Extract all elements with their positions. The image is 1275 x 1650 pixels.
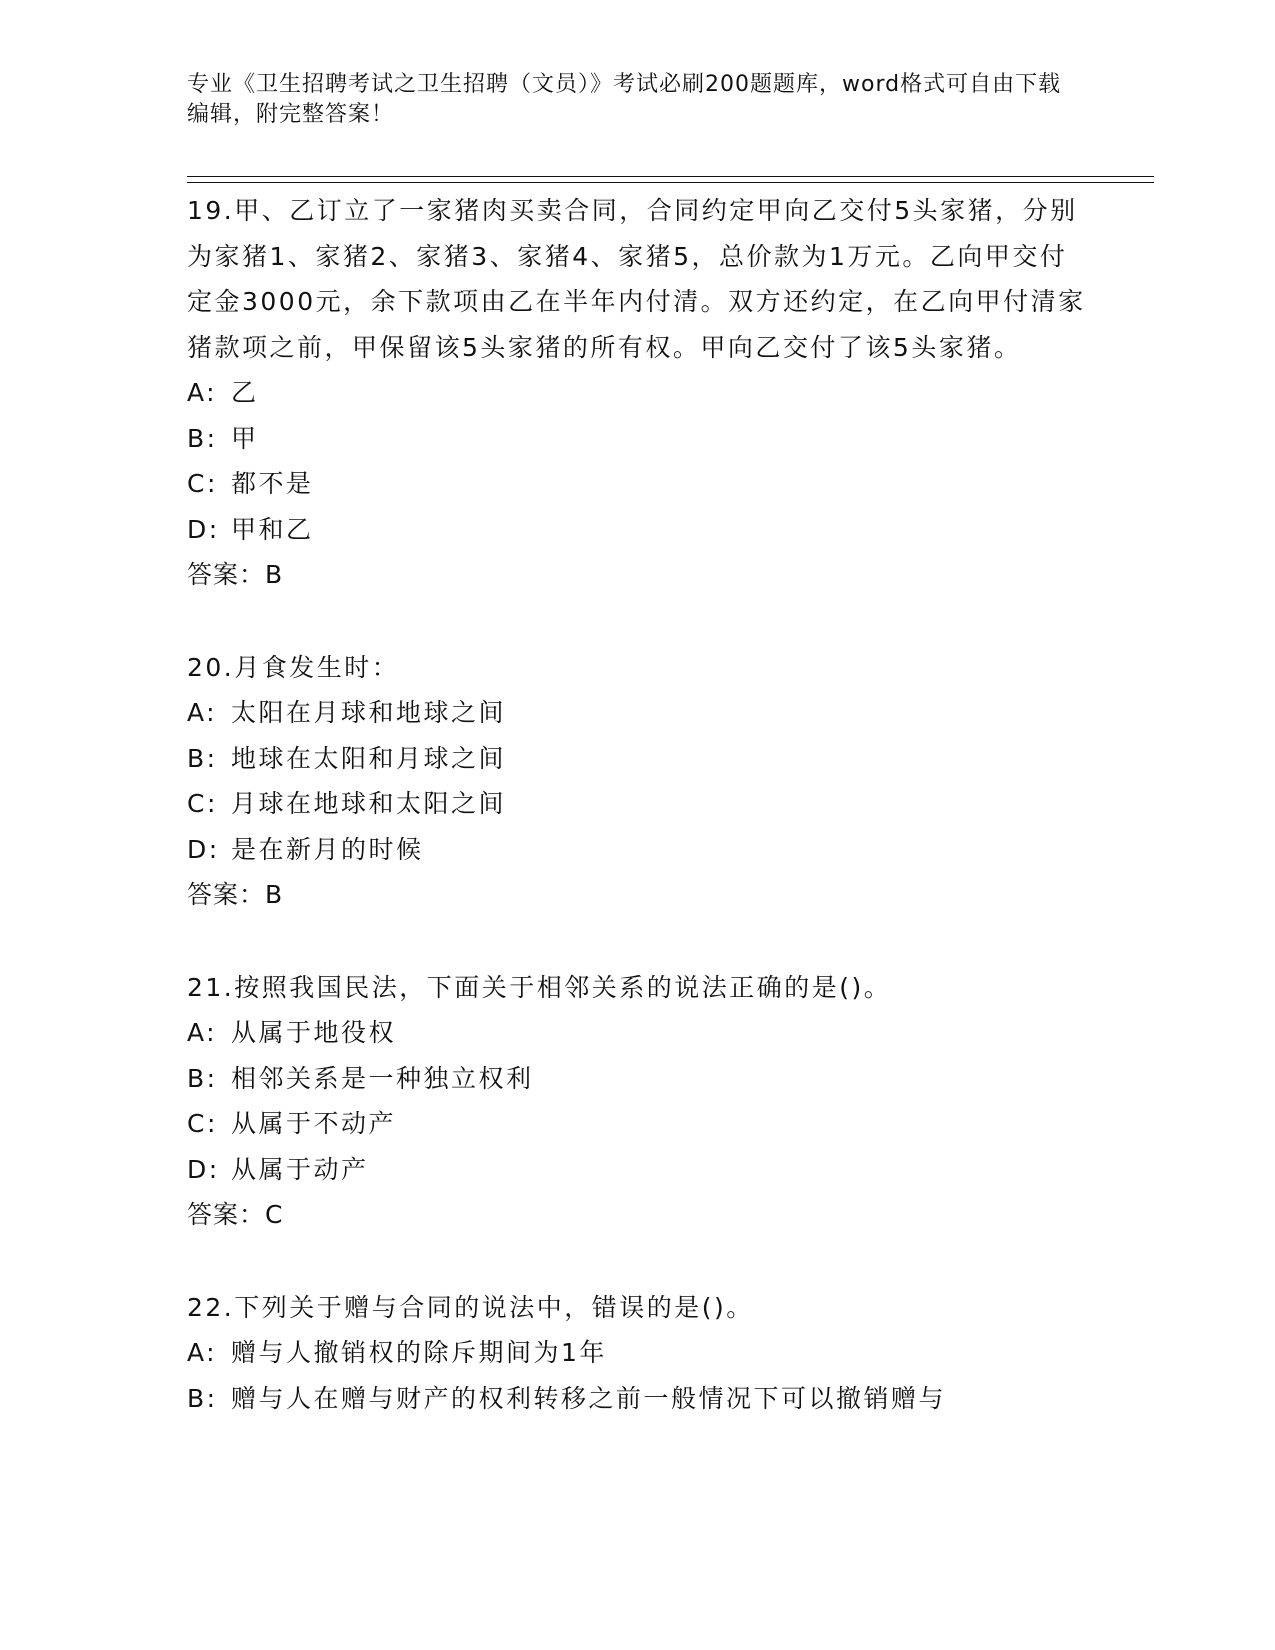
header-divider-bottom [187,182,1154,183]
question-stem: 22.下列关于赠与合同的说法中，错误的是()。 [187,1292,754,1322]
option-text: 太阳在月球和地球之间 [231,698,507,727]
option-c [187,781,1087,827]
option-label: A: [187,378,218,407]
option-text: 从属于不动产 [231,1109,397,1138]
header-divider-top [187,176,1154,177]
question-20 [187,645,1087,918]
option-text: 从属于动产 [231,1154,369,1184]
option-a [187,1010,1087,1056]
option-text: 甲和乙 [231,514,314,544]
option-label: A: [187,1338,218,1367]
option-d [187,1147,1087,1193]
option-b [187,416,1087,462]
option-a [187,370,1087,416]
option-label: C: [187,469,218,498]
option-b [187,1376,1087,1422]
option-label: B: [187,743,218,773]
question-22 [187,1285,1087,1422]
question-19 [187,188,1087,598]
option-label: D: [187,514,220,544]
answer-line: 答案：B [187,560,284,589]
answer-line: 答案：B [187,880,284,909]
option-label: A: [187,698,218,727]
document-header: 专业《卫生招聘考试之卫生招聘（文员）》考试必刷200题题库，word格式可自由下载编辑，附完整答案！ [187,72,1062,127]
option-c [187,461,1087,507]
option-text: 赠与人在赠与财产的权利转移之前一般情况下可以撤销赠与 [231,1383,947,1413]
option-label: B: [187,1063,218,1093]
option-label: D: [187,834,220,864]
question-stem: 20.月食发生时： [187,652,400,682]
question-21 [187,965,1087,1238]
option-a [187,1330,1087,1376]
option-c [187,1101,1087,1147]
option-text: 赠与人撤销权的除斥期间为1年 [231,1338,607,1367]
option-text: 地球在太阳和月球之间 [231,743,507,773]
option-d [187,827,1087,873]
option-label: D: [187,1154,220,1184]
option-text: 是在新月的时候 [231,834,424,864]
option-label: C: [187,789,218,818]
question-stem: 21.按照我国民法，下面关于相邻关系的说法正确的是()。 [187,972,892,1002]
option-b [187,736,1087,782]
question-list [187,188,1087,1421]
option-text: 甲 [231,423,259,453]
option-text: 从属于地役权 [231,1018,397,1047]
option-text: 都不是 [231,469,314,498]
option-a [187,690,1087,736]
option-b [187,1056,1087,1102]
option-label: B: [187,423,218,453]
option-text: 相邻关系是一种独立权利 [231,1063,534,1093]
option-label: C: [187,1109,218,1138]
option-label: B: [187,1383,218,1413]
option-text: 月球在地球和太阳之间 [231,789,507,818]
option-label: A: [187,1018,218,1047]
question-stem: 19.甲、乙订立了一家猪肉买卖合同，合同约定甲向乙交付5头家猪，分别为家猪1、家猪2、家猪3、家猪4、家猪5，总价款为1万元。乙向甲交付定金3000元，余下款项由乙在半年内付清。双方还约定，在乙向甲付清家猪款项之前，甲保留该5头家猪的所有权。甲向乙交付了该5头家猪。 [187,196,1086,362]
answer-line: 答案：C [187,1200,284,1229]
option-d [187,507,1087,553]
option-text: 乙 [231,378,259,407]
